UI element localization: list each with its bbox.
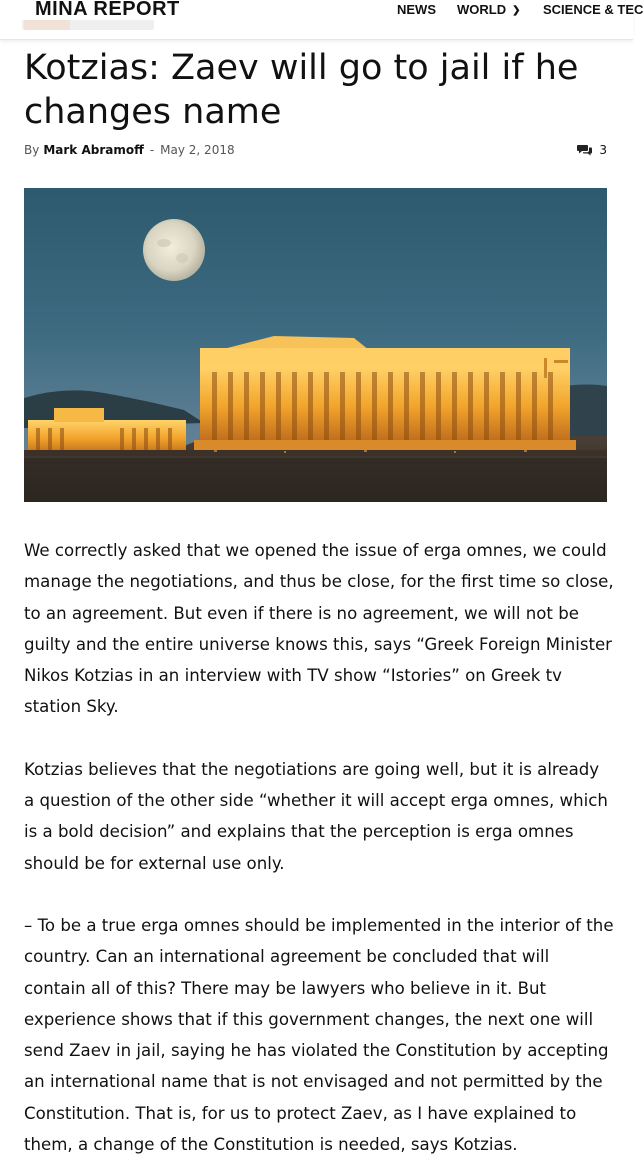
site-logo[interactable]: MINA REPORT: [35, 0, 180, 20]
article-paragraph: We correctly asked that we opened the issue of erga omnes, we could manage the negotiations, and thus be close, for the first time so close, to an agreement. But even if there is no agreement, we will not be guilty and the entire universe knows this, says “Greek Foreign Minister Nikos Kotzias in an interview with TV show “Istories” on Greek tv station Sky.: [24, 541, 614, 717]
meta-separator: -: [149, 143, 155, 157]
comments-count: 3: [599, 143, 607, 157]
nav-news[interactable]: [397, 2, 436, 17]
comments-link[interactable]: [577, 143, 607, 157]
article-date: May 2, 2018: [160, 143, 235, 157]
article-body: [24, 535, 614, 1160]
author-link[interactable]: Mark Abramoff: [43, 143, 144, 157]
chevron-down-icon: ❯: [512, 5, 521, 16]
nav-news-label: NEWS: [397, 2, 436, 17]
article-meta: [24, 143, 609, 161]
article-paragraph: Kotzias believes that the negotiations are going well, but it is already a question of the other side “whether it will accept erga omnes, which is a bold decision” and explains that the perception is erga omnes should be for external use only.: [24, 759, 608, 873]
article-paragraph: – To be a true erga omnes should be implemented in the interior of the country. Can an international agreement be concluded that will contain all of this? There may be lawyers who believe in it. But experience shows that if this government changes, the next one will send Zaev in jail, saying he has violated the Constitution by accepting an international name that is not envisaged and not permitted by the Constitution. That is, for us to protect Zaev, as I have explained to them, a change of the Constitution is needed, says Kotzias.: [24, 915, 614, 1155]
byline-prefix: By: [24, 143, 40, 157]
nav-science-tech[interactable]: [543, 2, 643, 17]
nav-science-label: SCIENCE & TEC: [543, 2, 643, 17]
article-hero-image: [24, 188, 607, 502]
article-title: Kotzias: Zaev will go to jail if he changes name: [24, 48, 579, 132]
nav-world[interactable]: [457, 2, 521, 17]
site-header: [0, 0, 643, 40]
comments-icon: [577, 144, 593, 156]
nav-world-label: WORLD: [457, 2, 507, 17]
